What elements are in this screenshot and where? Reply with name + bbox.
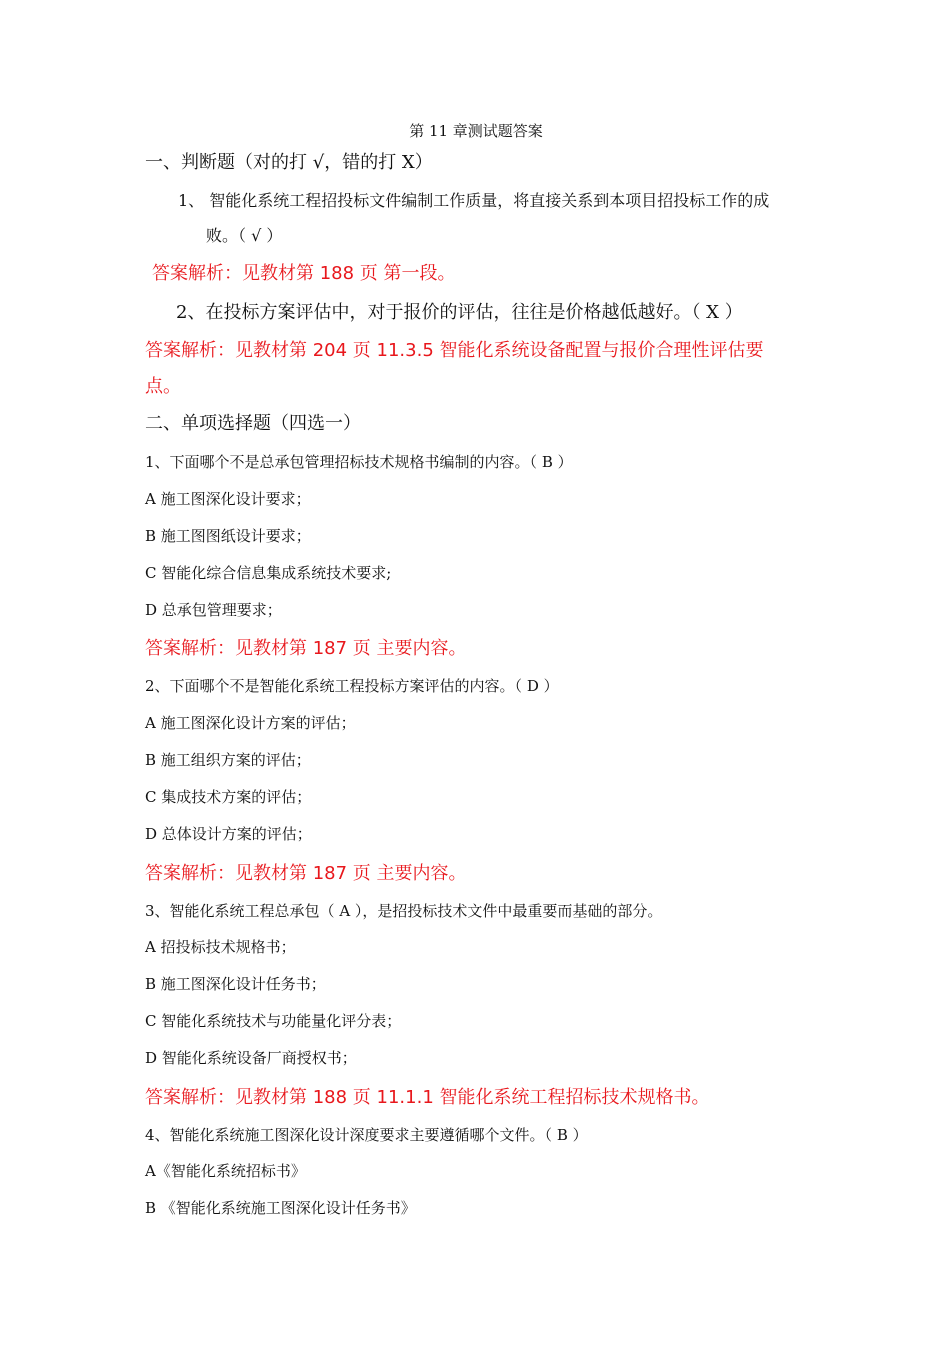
choice-4-option-a: A《智能化系统招标书》 bbox=[145, 1162, 306, 1180]
judgement-answer-2-line1: 答案解析：见教材第 204 页 11.3.5 智能化系统设备配置与报价合理性评估要 bbox=[145, 340, 764, 361]
judgement-answer-1: 答案解析：见教材第 188 页 第一段。 bbox=[152, 263, 456, 284]
choice-question-1: 1、下面哪个不是总承包管理招标技术规格书编制的内容。（ B ） bbox=[145, 453, 573, 471]
choice-3-option-b: B 施工图深化设计任务书； bbox=[145, 975, 326, 993]
judgement-question-1-line1: 1、 智能化系统工程招投标文件编制工作质量，将直接关系到本项目招投标工作的成 bbox=[178, 191, 770, 210]
section-heading-judgement: 一、判断题（对的打 √，错的打 X） bbox=[145, 152, 433, 173]
judgement-question-2: 2、在投标方案评估中，对于报价的评估，往往是价格越低越好。（ X ） bbox=[176, 302, 743, 323]
choice-answer-3: 答案解析：见教材第 188 页 11.1.1 智能化系统工程招标技术规格书。 bbox=[145, 1087, 710, 1108]
choice-1-option-d: D 总承包管理要求； bbox=[145, 601, 282, 619]
choice-4-option-b: B 《智能化系统施工图深化设计任务书》 bbox=[145, 1199, 416, 1217]
choice-answer-1: 答案解析：见教材第 187 页 主要内容。 bbox=[145, 638, 467, 659]
choice-1-option-c: C 智能化综合信息集成系统技术要求; bbox=[145, 564, 392, 582]
choice-question-3: 3、智能化系统工程总承包（ A ），是招投标技术文件中最重要而基础的部分。 bbox=[145, 902, 663, 920]
choice-3-option-a: A 招投标技术规格书； bbox=[145, 938, 296, 956]
choice-2-option-b: B 施工组织方案的评估； bbox=[145, 751, 311, 769]
choice-2-option-a: A 施工图深化设计方案的评估； bbox=[145, 714, 356, 732]
choice-question-2: 2、下面哪个不是智能化系统工程投标方案评估的内容。（ D ） bbox=[145, 677, 559, 695]
judgement-question-1-line2: 败。（ √ ） bbox=[206, 226, 283, 245]
choice-3-option-d: D 智能化系统设备厂商授权书； bbox=[145, 1049, 357, 1067]
page-title: 第 11 章测试题答案 bbox=[409, 122, 543, 140]
section-heading-choice: 二、单项选择题（四选一） bbox=[145, 413, 361, 434]
judgement-answer-2-line2: 点。 bbox=[145, 376, 181, 397]
choice-3-option-c: C 智能化系统技术与功能量化评分表； bbox=[145, 1012, 402, 1030]
choice-2-option-d: D 总体设计方案的评估； bbox=[145, 825, 312, 843]
choice-question-4: 4、智能化系统施工图深化设计深度要求主要遵循哪个文件。（ B ） bbox=[145, 1126, 588, 1144]
choice-2-option-c: C 集成技术方案的评估； bbox=[145, 788, 312, 806]
choice-1-option-b: B 施工图图纸设计要求； bbox=[145, 527, 311, 545]
choice-1-option-a: A 施工图深化设计要求； bbox=[145, 490, 311, 508]
choice-answer-2: 答案解析：见教材第 187 页 主要内容。 bbox=[145, 863, 467, 884]
